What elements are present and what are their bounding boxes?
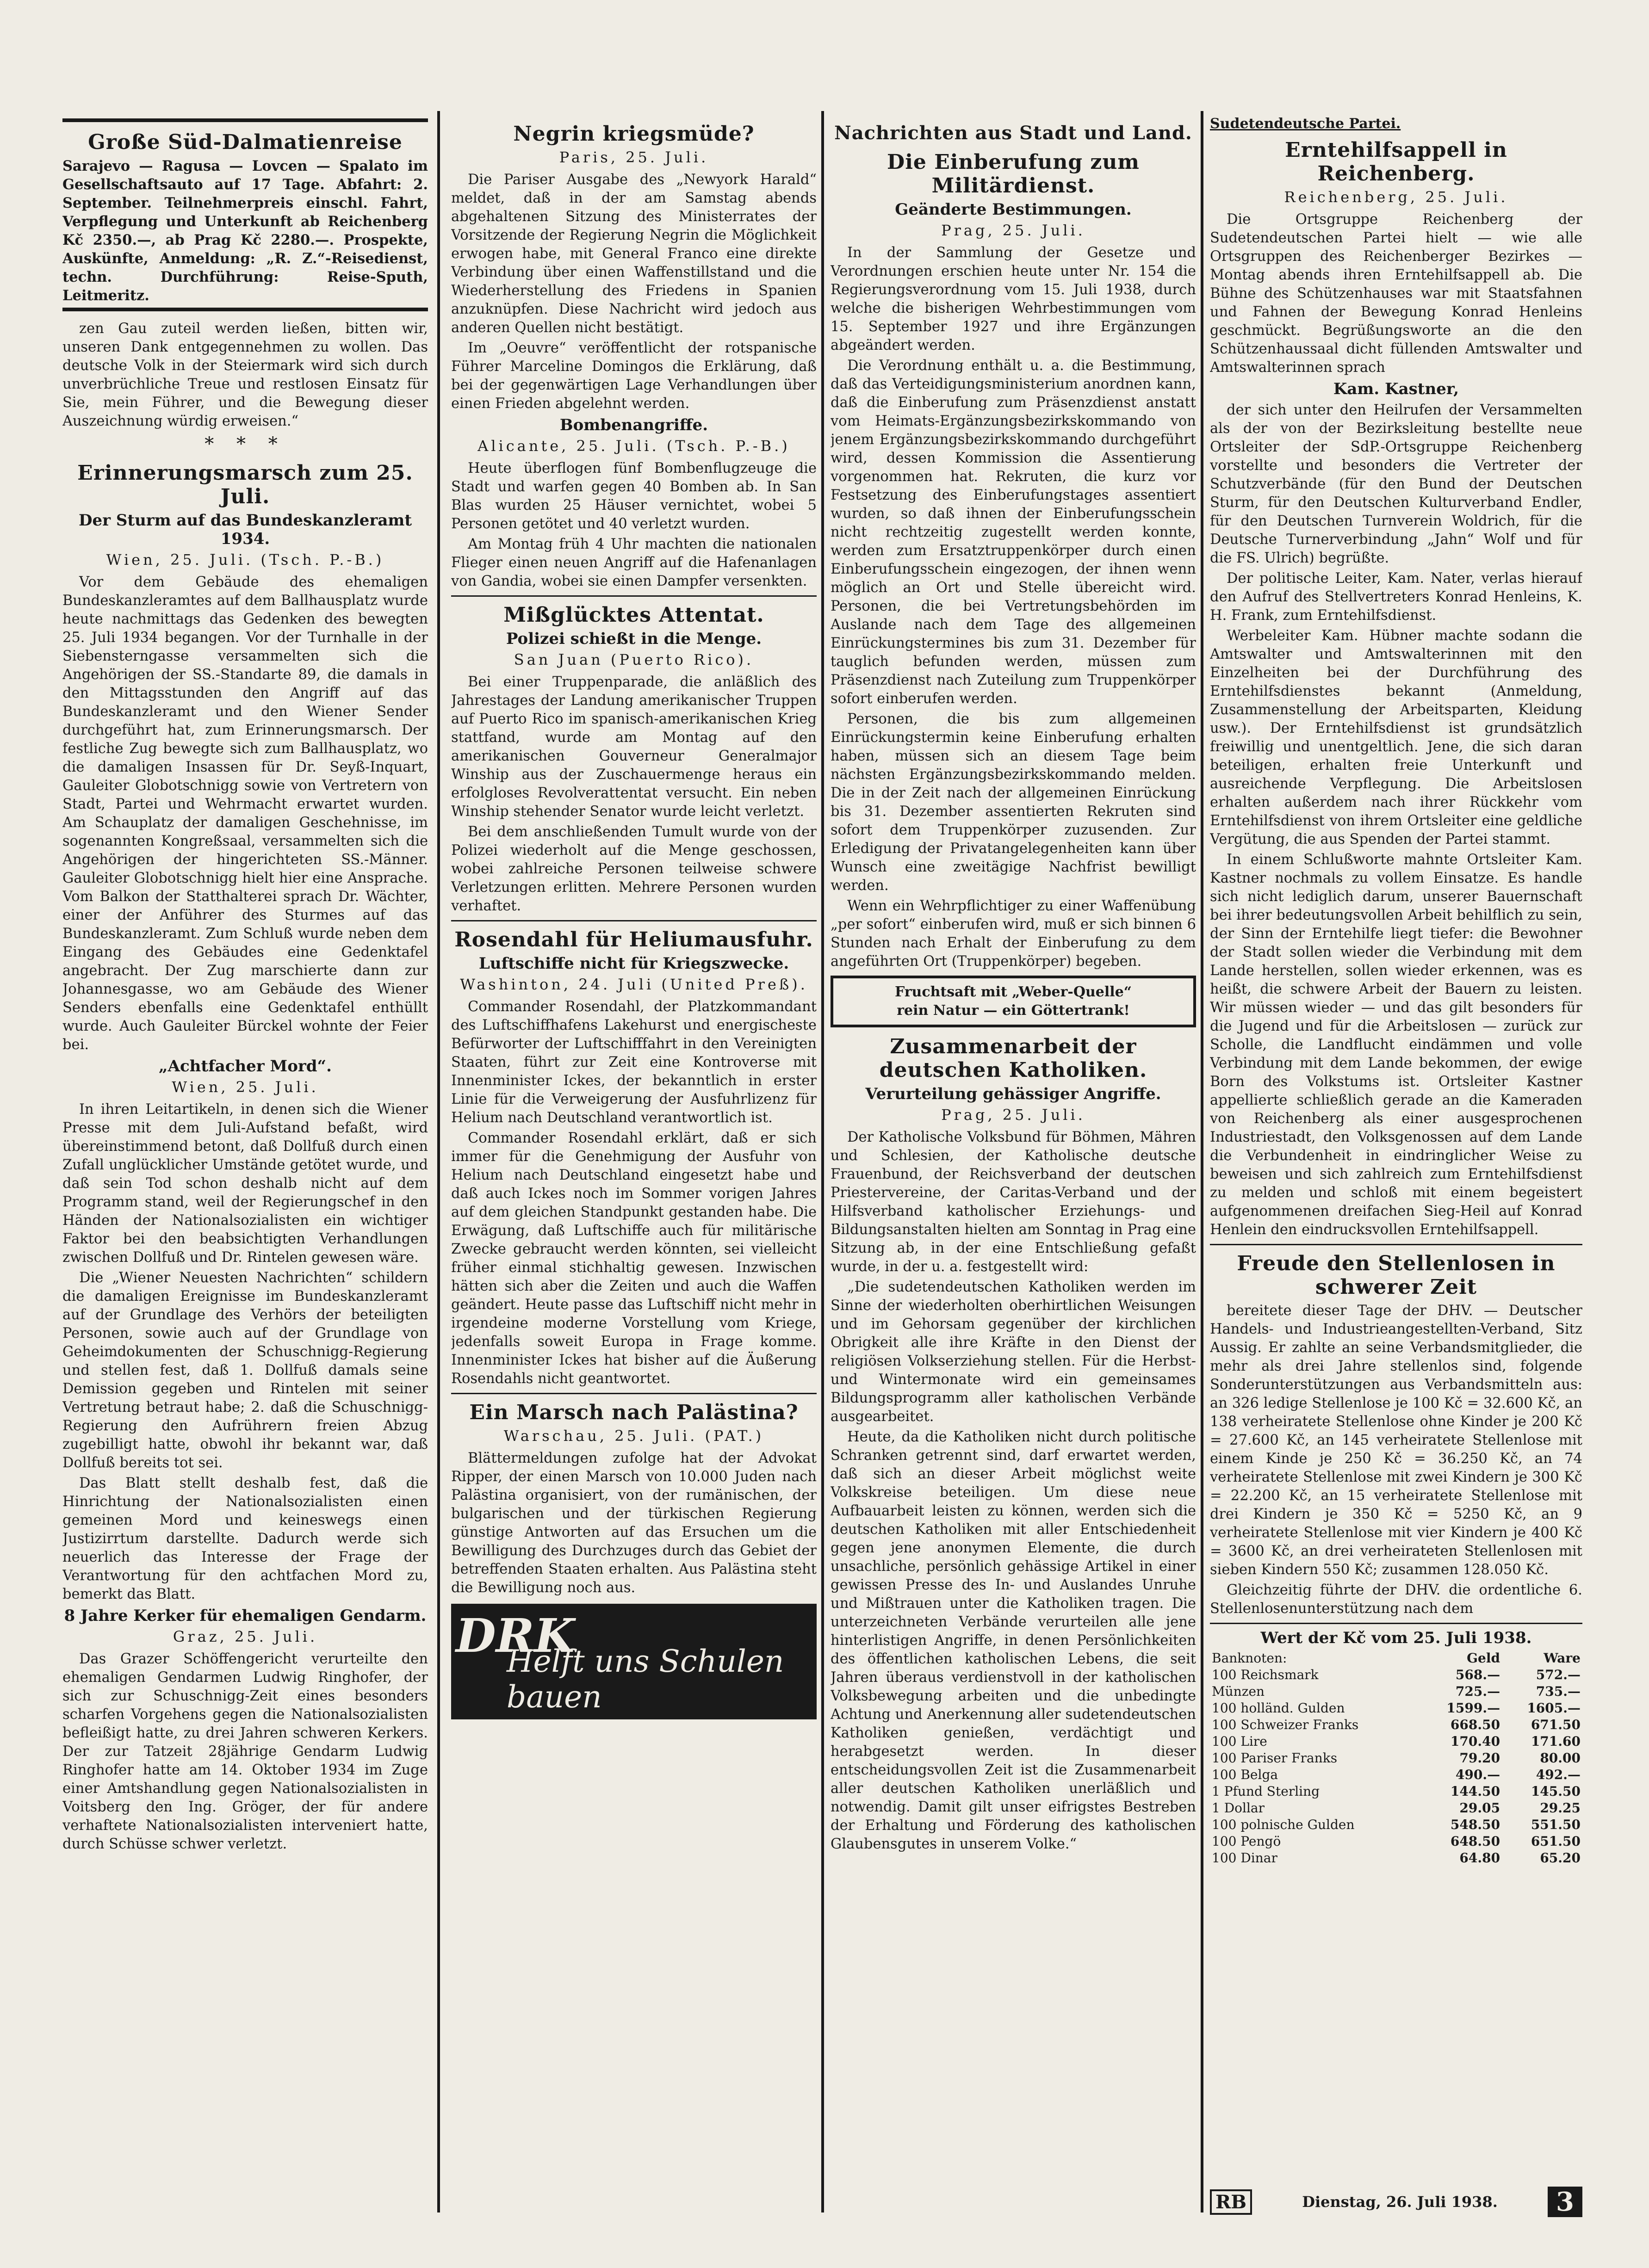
- table-row: [1210, 1800, 1582, 1817]
- article-text: Heute, da die Katholiken nicht durch politische Schranken getrennt sind, darf erwartet werden, daß sich an dieser Arbeit möglichst weite Volkskreise beteiligen. Um diese neue Aufbauarbeit leisten zu können, werden sich die deutschen Katholiken mit aller Entschiedenheit gegen jene anonymen Elemente, die durch unsachliche, persönlich gehässige Artikel in einer gewissen Presse des In- und Auslandes Unruhe und Mißtrauen unter die Katholiken tragen. Die unterzeichneten Verbände verurteilen alle jene hinterlistigen Angriffe, in denen Persönlichkeiten des öffentlichen katholischen Lebens, die seit Jahren überaus verdienstvoll in der katholischen Volksbewegung arbeiten und die unbedingte Achtung und Anerkennung aller sudetendeutschen Katholiken genießen, verdächtigt und herabgesetzt werden. In dieser entscheidungsvollen Zeit ist die Zusammenarbeit aller deutschen Katholiken unerläßlich und notwendig. Damit gilt unser eifrigstes Bestreben der Erhaltung und Förderung des katholischen Glaubensgutes in unserem Volke.“: [831, 1429, 1196, 1852]
- column-rule: [1201, 111, 1203, 2212]
- table-cell: 100 Reichsmark: [1212, 1667, 1319, 1682]
- travel-ad: [62, 130, 428, 305]
- article-text: Commander Rosendahl, der Platzkommandant des Luftschiffhafens Lakehurst und energischeste Befürworter der Luftschifffahrt in den Vereinigten Staaten, führt zur Zeit eine Kontroverse mit Innenminister Ickes, der bekanntlich in erster Linie für die Verweigerung der Ausfuhrlizenz für Helium nach Deutschland verantwortlich ist.: [451, 999, 817, 1126]
- table-cell: 100 Pariser Franks: [1212, 1750, 1338, 1766]
- headline: Ein Marsch nach Palästina?: [469, 1401, 799, 1424]
- drk-banner-image: [451, 1604, 817, 1719]
- dateline: San Juan (Puerto Rico).: [514, 651, 754, 668]
- table-cell: 551.50: [1531, 1817, 1581, 1832]
- article-text: Heute überflogen fünf Bombenflugzeuge die Stadt und warfen gegen 40 Bomben ab. In San Blas wurden 25 Häuser vernichtet, wobei 5 Personen getötet und 40 verletzt wurden.: [451, 460, 817, 532]
- article-text: In ihren Leitartikeln, in denen sich die Wiener Presse mit dem Juli-Aufstand befaßt, wird übereinstimmend betont, daß Dollfuß durch einen Zufall unglücklicher Umstände getötet wurde, und daß sein Tod schon deshalb nicht auf dem Programm stand, weil der Regierungschef in den Händen der Nationalsozialisten ein wichtiger Faktor bei den beabsichtigten Verhandlungen zwischen Dollfuß und Dr. Rintelen gewesen wäre.: [62, 1101, 428, 1266]
- article-text: Das Blatt stellt deshalb fest, daß die Hinrichtung der Nationalsozialisten einen gemeinen Mord und keineswegs einen Justizirrtum darstellte. Dadurch werde sich neuerlich das Interesse der Frage der Verantwortung für den achtfachen Mord zu, bemerkt das Blatt.: [62, 1475, 428, 1602]
- headline: Mißglücktes Attentat.: [503, 603, 764, 627]
- headline: 8 Jahre Kerker für ehemaligen Gendarm.: [64, 1607, 427, 1625]
- table-cell: 735.—: [1536, 1684, 1581, 1699]
- ad-text: Sarajevo — Ragusa — Lovcen — Spalato im Gesellschaftsauto auf 17 Tage. Abfahrt: 2. September. Teilnehmerpreis einschl. Fahrt, Verpflegung und Unterkunft ab Reichenberg Kč 2350.—, ab Prag Kč 2280.—. Prospekte, Auskünfte, Anmeldung: „R. Z.“-Reisedienst, techn. Durchführung: Reise-Sputh, Leitmeritz.: [62, 158, 428, 304]
- article-text: Das Grazer Schöffengericht verurteilte den ehemaligen Gendarmen Ludwig Ringhofer, der sich zur Schuschnigg-Zeit eines besonders scharfen Vorgehens gegen die Nationalsozialisten befleißigt hatte, zu drei Jahren schweren Kerkers. Der zur Tatzeit 28jährige Gendarm Ludwig Ringhofer hatte am 14. Oktober 1934 im Zuge einer Amtshandlung gegen Nationalsozialisten in Voitsberg den Ing. Gröger, der für andere verhaftete Nationalsozialisten interveniert hatte, durch Schüsse schwer verletzt.: [62, 1651, 428, 1852]
- dateline: Prag, 25. Juli.: [941, 1106, 1085, 1124]
- article-text: In einem Schlußworte mahnte Ortsleiter Kam. Kastner nochmals zu vollem Einsatze. Es handle sich nicht lediglich darum, unserer Bauernschaft bei ihrer bedeutungsvollen Arbeit behilflich zu sein, der Sinn der Erntehilfe liegt tiefer: die Bewohner der Stadt sollen wieder die Verbindung mit dem Lande herstellen, sollen wieder erkennen, was es heißt, die schwere Arbeit der Bauern zu leisten. Wir müssen wieder — und das gilt besonders für die Jugend und für die Arbeitslosen — zurück zur Scholle, die Landflucht eindämmen und volle Verbindung mit dem Lande bekommen, der ewige Born des Volkstums ist. Ortsleiter Kastner appellierte schließlich gerade an die Kameraden von Reichenberg als einer ausgesprochenen Industriestadt, den Volksgenossen auf dem Lande die Verbundenheit in eindringlicher Weise zu beweisen und sich zahlreich zum Erntehilfsdienst zu melden und schloß mit einem begeistert aufgenommenen dreifachen Sieg-Heil auf Konrad Henlein den eindrucksvollen Erntehilfsappell.: [1210, 852, 1582, 1238]
- table-header: Ware: [1544, 1650, 1581, 1666]
- speaker-name: Kam. Kastner,: [1333, 380, 1459, 398]
- table-cell: 100 Belga: [1212, 1767, 1278, 1782]
- rule: [451, 595, 817, 597]
- dateline: Graz, 25. Juli.: [173, 1628, 318, 1645]
- article-text: Im „Oeuvre“ veröffentlicht der rotspanische Führer Marceline Domingos die Erklärung, daß bei der gegenwärtigen Lage Verhandlungen über einen Frieden abgelehnt werden.: [451, 340, 817, 412]
- table-cell: 65.20: [1540, 1850, 1581, 1866]
- article-text: Gleichzeitig führte der DHV. die ordentliche 6. Stellenlosenunterstützung nach dem: [1210, 1582, 1582, 1617]
- ad-title: Große Süd-Dalmatienreise: [88, 130, 403, 154]
- subheadline: Der Sturm auf das Bundeskanzleramt 1934.: [78, 511, 412, 548]
- column-1: [62, 116, 428, 2240]
- article-text: Werbeleiter Kam. Hübner machte sodann die Amtswalter und Amtswalterinnen mit den Einzelheiten bei der Durchführung des Erntehilfsdienstes bekannt (Anmeldung, Zusammenstellung der Arbeitsparten, Kleidung usw.). Der Erntehilfsdienst ist grundsätzlich freiwillig und unentgeltlich. Jene, die sich daran beteiligen, erhalten freie Unterkunft und ausreichende Verpflegung. Die Arbeitslosen erhalten außerdem nach ihrer Rückkehr vom Erntehilfsdienst von ihrem Ortsleiter eine geldliche Vergütung, die aus Spenden der Partei stammt.: [1210, 628, 1582, 847]
- headline: Negrin kriegsmüde?: [513, 122, 755, 146]
- headline: Die Einberufung zum Militärdienst.: [887, 150, 1140, 198]
- dateline: Alicante, 25. Juli. (Tsch. P.-B.): [477, 437, 790, 455]
- article-text: Der Katholische Volksbund für Böhmen, Mähren und Schlesien, der Katholische deutsche Frauenbund, der Reichsverband der deutschen Priestervereine, der Caritas-Verband und der Hilfsverband katholischer Erziehungs- und Bildungsanstalten hielten am Sonntag in Prag eine Sitzung ab, in der eine Entschließung gefaßt wurde, in der u. a. festgestellt wird:: [831, 1129, 1196, 1275]
- article-text: Blättermeldungen zufolge hat der Advokat Ripper, der einen Marsch von 10.000 Juden nach Palästina organisiert, von der rumänischen, der bulgarischen und der türkischen Regierung günstige Antworten auf das Ersuchen um die Bewilligung des Durchzuges durch das Gebiet der betreffenden Staaten erhalten. Aus Palästina steht die Bewilligung noch aus.: [451, 1450, 817, 1596]
- table-cell: 651.50: [1531, 1834, 1581, 1849]
- rule: [1210, 1244, 1582, 1245]
- article-text: Am Montag früh 4 Uhr machten die nationalen Flieger einen neuen Angriff auf die Hafenanlagen von Gandia, wobei sie einen Dampfer versenkten.: [451, 536, 817, 589]
- headline: Freude den Stellenlosen in schwerer Zeit: [1237, 1252, 1556, 1299]
- table-cell: 145.50: [1531, 1784, 1581, 1799]
- table-cell: 492.—: [1536, 1767, 1581, 1782]
- page-footer: [1210, 2183, 1582, 2220]
- banner-slogan: Helft uns Schulen bauen: [507, 1644, 784, 1715]
- table-cell: 100 holländ. Gulden: [1212, 1700, 1345, 1716]
- table-row: [1210, 1767, 1582, 1783]
- table-cell: 170.40: [1450, 1734, 1500, 1749]
- article-text: bereitete dieser Tage der DHV. — Deutscher Handels- und Industrieangestellten-Verband, Sitz Aussig. Er zahlte an seine Verbandsmitglieder, die mehr als drei Jahre stellenlos sind, folgende Sonderunterstützungen aus Verbandsmitteln aus: an 326 ledige Stellenlose je 100 Kč = 32.600 Kč, an 138 verheiratete Stellenlose ohne Kinder je 200 Kč = 27.600 Kč, an 145 verheiratete Stellenlose mit einem Kinde je 250 Kč = 36.250 Kč, an 74 verheiratete Stellenlose mit zwei Kindern je 300 Kč = 22.200 Kč, an 15 verheiratete Stellenlose mit drei Kindern je 350 Kč = 5250 Kč, an 9 verheiratete Stellenlose mit vier Kindern je 400 Kč = 3600 Kč, an drei verheirateten Stellenlosen mit sieben Kindern 550 Kč; zusammen 128.050 Kč.: [1210, 1303, 1582, 1578]
- column-rule: [437, 111, 440, 2212]
- table-cell: 100 Schweizer Franks: [1212, 1717, 1359, 1732]
- column-3: [831, 116, 1196, 2240]
- table-cell: 1605.—: [1527, 1700, 1581, 1716]
- dateline: Washinton, 24. Juli (United Preß).: [460, 976, 808, 993]
- table-cell: 144.50: [1450, 1784, 1500, 1799]
- table-cell: 568.—: [1455, 1667, 1500, 1682]
- rule: [1210, 1623, 1582, 1624]
- table-header-row: [1210, 1650, 1582, 1667]
- headline: Erinnerungsmarsch zum 25. Juli.: [77, 461, 413, 508]
- table-row: [1210, 1700, 1582, 1717]
- table-cell: 80.00: [1540, 1750, 1581, 1766]
- table-cell: 100 Lire: [1212, 1734, 1267, 1749]
- rule: [451, 1393, 817, 1394]
- exchange-rate-table: [1210, 1650, 1582, 1866]
- rule: [62, 308, 428, 311]
- issue-date: Dienstag, 26. Juli 1938.: [1302, 2193, 1498, 2211]
- table-cell: 648.50: [1450, 1834, 1500, 1849]
- dateline: Warschau, 25. Juli. (PAT.): [503, 1427, 764, 1445]
- table-cell: 79.20: [1459, 1750, 1500, 1766]
- subheadline: Luftschiffe nicht für Kriegszwecke.: [478, 954, 789, 973]
- table-row: [1210, 1733, 1582, 1750]
- subheadline: Geänderte Bestimmungen.: [895, 200, 1132, 219]
- table-row: [1210, 1667, 1582, 1683]
- article-text: Der politische Leiter, Kam. Nater, verlas hierauf den Aufruf des Stellvertreters Konrad Henleins, K. H. Frank, zum Erntehilfsdienst.: [1210, 570, 1582, 624]
- headline: Zusammenarbeit der deutschen Katholiken.: [879, 1035, 1147, 1082]
- article-text: Bei einer Truppenparade, die anläßlich des Jahrestages der Landung amerikanischer Truppen auf Puerto Rico im spanisch-amerikanischen Krieg stattfand, wurde am Montag auf den amerikanischen Gouverneur Generalmajor Winship aus der Zuschauermenge heraus ein erfolgloses Revolverattentat versucht. Ein neben Winship stehender Senator wurde leicht verletzt.: [451, 674, 817, 820]
- table-cell: 1599.—: [1446, 1700, 1500, 1716]
- headline: Bombenangriffe.: [559, 416, 708, 434]
- dateline: Paris, 25. Juli.: [559, 148, 709, 166]
- table-title: Wert der Kč vom 25. Juli 1938.: [1260, 1629, 1532, 1647]
- table-row: [1210, 1783, 1582, 1800]
- column-rule: [821, 111, 824, 2212]
- headline: Erntehilfsappell in Reichenberg.: [1285, 138, 1507, 185]
- table-row: [1210, 1717, 1582, 1733]
- dateline: Wien, 25. Juli. (Tsch. P.-B.): [106, 551, 384, 569]
- headline: Rosendahl für Heliumausfuhr.: [454, 928, 813, 952]
- article-text: Vor dem Gebäude des ehemaligen Bundeskanzleramtes auf dem Ballhausplatz wurde heute nachmittags das Gedenken des bewegten 25. Juli 1934 begangen. Vor der Turnhalle in der Siebensterngasse versammelten sich die Angehörigen der SS.-Standarte 89, die damals in den Mittagsstunden den Angriff auf das Bundeskanzleramt und den Wiener Sender durchgeführt hat, zum Erinnerungsmarsch. Der festliche Zug bewegte sich zum Ballhausplatz, wo die damaligen Insassen für Dr. Seyß-Inquart, Gauleiter Globotschnigg sowie von Vertretern von Stadt, Partei und Wehrmacht erwartet wurden. Am Schauplatz der damaligen Geschehnisse, im sogenannten Kongreßsaal, versammelten sich die Angehörigen der hingerichteten SS.-Männer. Gauleiter Globotschnigg hielt hier eine Ansprache. Vom Balkon der Statthalterei sprach Dr. Wächter, einer der Anführer des Sturmes auf das Bundeskanzleramt. Zum Schluß wurde neben dem Eingang des Gebäudes eine Gedenktafel angebracht. Der Zug marschierte dann zur Johannesgasse, wo am Gebäude des Wiener Senders ebenfalls eine Gedenktafel enthüllt wurde. Auch Gauleiter Bürckel wohnte der Feier bei.: [62, 574, 428, 1053]
- table-row: [1210, 1817, 1582, 1833]
- table-cell: 671.50: [1531, 1717, 1581, 1732]
- subheadline: Verurteilung gehässiger Angriffe.: [865, 1085, 1161, 1103]
- separator-stars: * * *: [205, 433, 286, 455]
- rule: [451, 920, 817, 921]
- table-cell: 572.—: [1536, 1667, 1581, 1682]
- article-text: Die Ortsgruppe Reichenberg der Sudetendeutschen Partei hielt — wie alle Ortsgruppen des Reichenberger Bezirkes — Montag abends ihren Erntehilfsappell ab. Die Bühne des Schützenhauses war mit Staatsfahnen und Fahnen der Bewegung Konrad Henleins geschmückt. Begrüßungsworte an die den Schützenhaussaal dicht füllenden Amtswalter und Amtswalterinnen sprach: [1210, 211, 1582, 376]
- article-text: zen Gau zuteil werden ließen, bitten wir, unseren Dank entgegennehmen zu wollen. Das deutsche Volk in der Steiermark wird sich durch unverbrüchliche Treue und restlosen Einsatz für Sie, mein Führer, und die Bewegung dieser Auszeichnung würdig erweisen.“: [62, 321, 428, 429]
- ad-line: Fruchtsaft mit „Weber-Quelle“: [894, 984, 1132, 1000]
- newspaper-logo: RB: [1210, 2189, 1252, 2215]
- article-text: In der Sammlung der Gesetze und Verordnungen erschien heute unter Nr. 154 die Regierungsverordnung vom 15. Juli 1938, durch welche die bisherigen Wehrbestimmungen vom 15. September 1927 und ihre Ergänzungen abgeändert werden.: [831, 245, 1196, 353]
- juice-ad: [831, 976, 1196, 1027]
- article-text: der sich unter den Heilrufen der Versammelten als der von der Bezirksleitung bestellte neue Ortsleiter der SdP.-Ortsgruppe Reichenberg vorstellte und besonders die Vertreter der Schutzverbände (für den Bund der Deutschen Sturm, für den Deutschen Kulturverband Endler, für den Deutschen Turnverein Woldrich, für die Deutsche Turnerverbindung „Jahn“ Wolf und für die FS. Ulrich) begrüßte.: [1210, 402, 1582, 566]
- article-text: Personen, die bis zum allgemeinen Einrückungstermin keine Einberufung erhalten haben, müssen sich an diesem Tage beim nächsten Ergänzungsbezirkskommando melden. Die in der Zeit nach der allgemeinen Einrückung bis 31. Dezember assentierten Rekruten sind sofort dem Truppenkörper zuzusenden. Zur Erledigung der Privatangelegenheiten kann über Wunsch eine zweitägige Nachfrist bewilligt werden.: [831, 711, 1196, 894]
- page-number: 3: [1548, 2187, 1582, 2217]
- article-text: Commander Rosendahl erklärt, daß er sich immer für die Genehmigung der Ausfuhr von Helium nach Deutschland eingesetzt habe und daß auch Ickes noch im Sommer vorigen Jahres auf dem gleichen Standpunkt gestanden habe. Die Erwägung, daß Luftschiffe auch für militärische Zwecke gebraucht werden könnten, sei vielleicht früher einmal stichhaltig gewesen. Inzwischen hätten sich aber die Zeiten und auch die Waffen geändert. Heute passe das Luftschiff nicht mehr in irgendeine moderne Vorstellung vom Kriege, jedenfalls soweit Europa in Frage komme. Innenminister Ickes hat bisher auf die Äußerung Rosendahls nicht geantwortet.: [451, 1130, 817, 1387]
- article-text: Die „Wiener Neuesten Nachrichten“ schildern die damaligen Ereignisse im Bundeskanzleramt auf der Grundlage des Verhörs der beteiligten Personen, sowie auch auf der Grundlage von Geheimdokumenten der Schuschnigg-Regierung und stellen fest, daß 1. Dollfuß damals seine Demission gegeben und Rintelen mit seiner Vertretung betraut habe; 2. daß die Schuschnigg-Regierung den Aufrührern freien Abzug zugebilligt hatte, obwohl ihr bekannt war, daß Dollfuß bereits tot sei.: [62, 1270, 428, 1471]
- article-text: Die Pariser Ausgabe des „Newyork Harald“ meldet, daß in der am Samstag abends abgehaltenen Sitzung des Ministerrates der Vorsitzende der Regierung Negrin die Möglichkeit erwogen habe, mit General Franco eine direkte Verbindung über einen Waffenstillstand und die Wiederherstellung des Friedens in Spanien anzuknüpfen. Diese Nachricht wird jedoch aus anderen Quellen nicht bestätigt.: [451, 172, 817, 336]
- table-cell: 725.—: [1455, 1684, 1500, 1699]
- table-cell: 171.60: [1531, 1734, 1581, 1749]
- article-text: „Die sudetendeutschen Katholiken werden im Sinne der wiederholten oberhirtlichen Weisungen und im Gehorsam gegenüber der kirchlichen Obrigkeit alle ihre Kräfte in den Dienst der religiösen Volkserziehung stellen. Für die Herbst- und Wintermonate wird ein gemeinsames Bildungsprogramm aller katholischen Verbände ausgearbeitet.: [831, 1279, 1196, 1425]
- ad-line: rein Natur — ein Göttertrank!: [897, 1002, 1130, 1019]
- table-cell: 100 Pengö: [1212, 1834, 1281, 1849]
- table-cell: 1 Dollar: [1212, 1800, 1265, 1816]
- table-cell: 64.80: [1459, 1850, 1500, 1866]
- table-row: [1210, 1833, 1582, 1850]
- article-text: Wenn ein Wehrpflichtiger zu einer Waffenübung „per sofort“ einberufen wird, muß er sich binnen 6 Stunden nach Erhalt der Einberufung zu dem angeführten Ort (Truppenkörper) begeben.: [831, 898, 1196, 970]
- article-text: Die Verordnung enthält u. a. die Bestimmung, daß das Verteidigungsministerium anordnen kann, daß die Einberufung zum Präsenzdienst anstatt vom Heimats-Ergänzungsbezirkskommando von jenem Ergänzungsbezirkskommando durchgeführt wird, dessen Kommission die Assentierung vorgenommen hat. Rekruten, die kurz vor Festsetzung des Einberufungstages assentiert wurden, so daß ihnen der Einberufungsschein nicht rechtzeitig zugestellt werden konnte, werden zum Ersatztruppenkörper durch einen Einberufungsschein eingezogen, der ihnen wenn möglich an Ort und Stelle übereicht wird. Personen, die bei Vertretungsbehörden im Auslande nach dem Tage des allgemeinen Einrückungstermines bis zum 31. Dezember für tauglich befunden werden, müssen zum Präsenzdienst nach Zuteilung zum Truppenkörper sofort einberufen werden.: [831, 358, 1196, 707]
- table-row: [1210, 1850, 1582, 1866]
- table-cell: 100 Dinar: [1212, 1850, 1277, 1866]
- column-2: [451, 116, 817, 2240]
- table-cell: 668.50: [1450, 1717, 1500, 1732]
- table-cell: 100 polnische Gulden: [1212, 1817, 1355, 1832]
- table-row: [1210, 1750, 1582, 1767]
- rule: [62, 118, 428, 122]
- table-header: Geld: [1467, 1650, 1500, 1666]
- table-row: [1210, 1683, 1582, 1700]
- dateline: Wien, 25. Juli.: [172, 1078, 319, 1096]
- table-cell: 29.25: [1540, 1800, 1581, 1816]
- column-4: [1210, 116, 1582, 2240]
- table-cell: Münzen: [1212, 1684, 1265, 1699]
- section-title: Nachrichten aus Stadt und Land.: [834, 122, 1192, 144]
- banner-logo: DRK: [456, 1608, 575, 1663]
- dateline: Reichenberg, 25. Juli.: [1284, 188, 1508, 206]
- section-title: Sudetendeutsche Partei.: [1210, 116, 1401, 132]
- dateline: Prag, 25. Juli.: [941, 222, 1085, 239]
- table-cell: 548.50: [1450, 1817, 1500, 1832]
- table-cell: 490.—: [1455, 1767, 1500, 1782]
- article-text: Bei dem anschließenden Tumult wurde von der Polizei wiederholt auf die Menge geschossen, wobei zahlreiche Personen teilweise schwere Verletzungen erlitten. Mehrere Personen wurden verhaftet.: [451, 824, 817, 914]
- table-cell: 29.05: [1459, 1800, 1500, 1816]
- table-cell: 1 Pfund Sterling: [1212, 1784, 1320, 1799]
- headline: „Achtfacher Mord“.: [159, 1057, 332, 1075]
- table-header: Banknoten:: [1212, 1650, 1287, 1666]
- subheadline: Polizei schießt in die Menge.: [506, 630, 762, 648]
